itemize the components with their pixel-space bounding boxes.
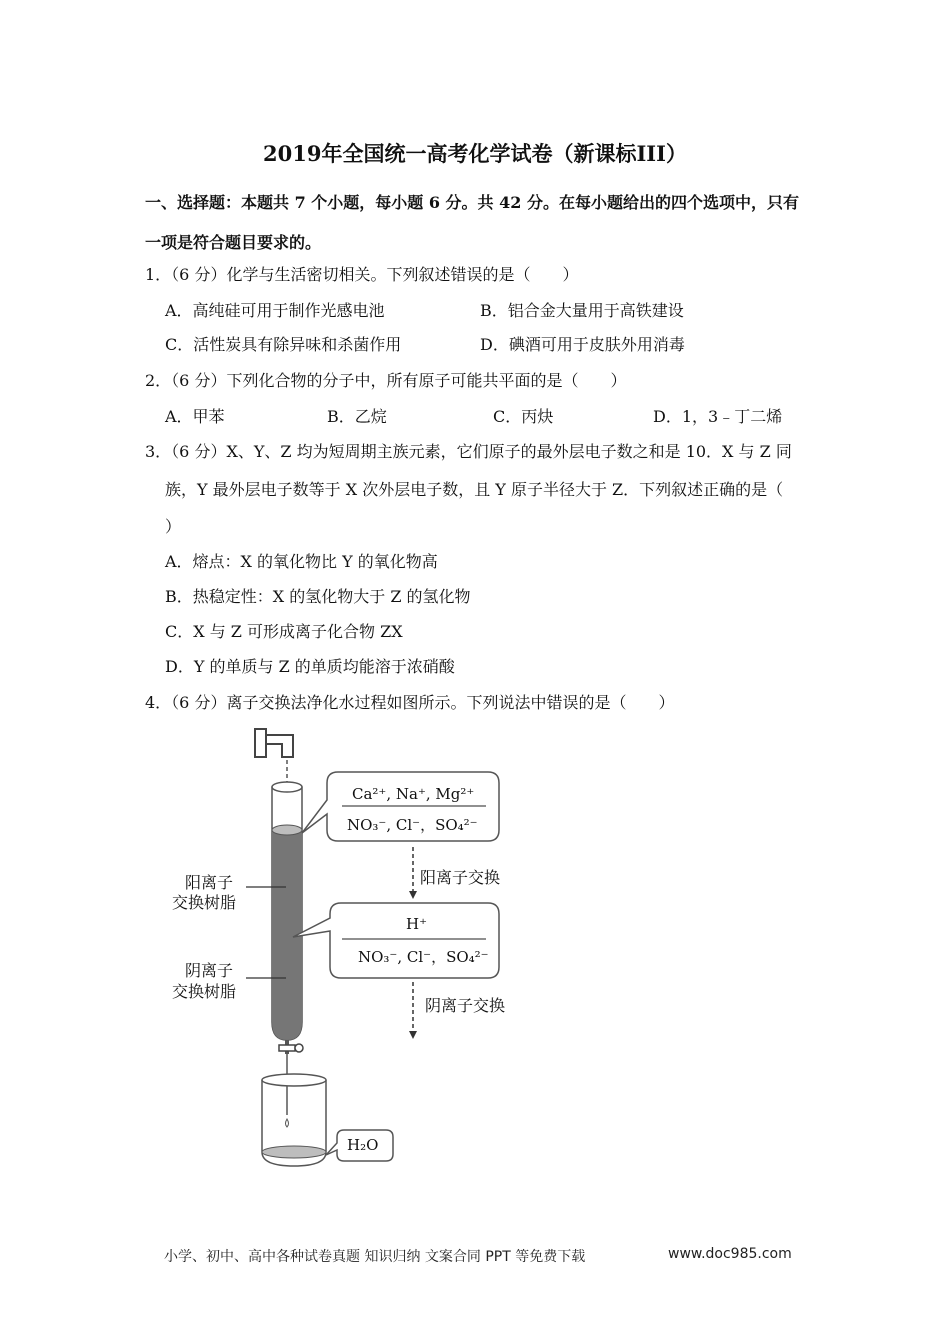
anion-exchange-label: 阴离子交换 — [425, 996, 506, 1015]
footer-url: www.doc985.com — [668, 1246, 792, 1262]
question-1-option-c: C．活性炭具有除异味和杀菌作用 — [165, 335, 402, 354]
page-title: 2019年全国统一高考化学试卷（新课标III） — [263, 141, 687, 166]
cation-exchange-label: 阳离子交换 — [420, 868, 501, 887]
footer-text: 小学、初中、高中各种试卷真题 知识归纳 文案合同 PPT 等免费下载 — [164, 1249, 586, 1265]
water-label: H₂O — [347, 1136, 379, 1154]
question-1-option-d: D．碘酒可用于皮肤外用消毒 — [480, 335, 685, 354]
question-3-option-c: C．X 与 Z 可形成离子化合物 ZX — [165, 622, 403, 641]
cation-resin-label-2: 交换树脂 — [172, 893, 237, 912]
section-header-line1: 一、选择题：本题共 7 个小题，每小题 6 分。共 42 分。在每小题给出的四个选项中，只有 — [145, 193, 799, 212]
question-2-option-b: B．乙烷 — [327, 407, 387, 426]
box2-cation: H⁺ — [406, 915, 427, 933]
liquid-surface — [272, 825, 302, 835]
question-3-stem-line1: 3．（6 分）X、Y、Z 均为短周期主族元素，它们原子的最外层电子数之和是 10．X 与 Z 同 — [145, 442, 792, 461]
box1-cations: Ca²⁺, Na⁺, Mg²⁺ — [352, 785, 475, 803]
question-1-option-a: A．高纯硅可用于制作光感电池 — [165, 301, 385, 320]
question-3-stem-line3: ） — [165, 517, 182, 536]
question-4-stem: 4．（6 分）离子交换法净化水过程如图所示。下列说法中错误的是（ ） — [145, 693, 675, 712]
water-drop — [286, 1119, 289, 1127]
question-2-stem: 2．（6 分）下列化合物的分子中，所有原子可能共平面的是（ ） — [145, 371, 627, 390]
faucet-icon — [255, 729, 293, 757]
stopcock — [279, 1045, 295, 1051]
question-2-option-a: A．甲苯 — [165, 407, 225, 426]
cation-resin-label-1: 阳离子 — [185, 873, 234, 892]
question-2-option-d: D．1，3﹣丁二烯 — [653, 407, 783, 426]
box1-anions: NO₃⁻, Cl⁻，SO₄²⁻ — [347, 816, 478, 834]
beaker-water — [262, 1146, 326, 1158]
box2-anions: NO₃⁻, Cl⁻，SO₄²⁻ — [358, 948, 489, 966]
question-3-option-d: D．Y 的单质与 Z 的单质均能溶于浓硝酸 — [165, 657, 455, 676]
question-1-option-b: B．铝合金大量用于高铁建设 — [480, 301, 684, 320]
question-3-stem-line2: 族，Y 最外层电子数等于 X 次外层电子数，且 Y 原子半径大于 Z．下列叙述正确的是（ — [165, 480, 784, 499]
section-header-line2: 一项是符合题目要求的。 — [145, 233, 322, 252]
question-1-stem: 1．（6 分）化学与生活密切相关。下列叙述错误的是（ ） — [145, 265, 579, 284]
question-2-option-c: C．丙炔 — [493, 407, 554, 426]
question-3-option-a: A．熔点：X 的氧化物比 Y 的氧化物高 — [165, 552, 438, 571]
anion-resin-label-1: 阴离子 — [185, 961, 234, 980]
anion-resin-label-2: 交换树脂 — [172, 982, 237, 1001]
question-3-option-b: B．热稳定性：X 的氢化物大于 Z 的氢化物 — [165, 587, 471, 606]
